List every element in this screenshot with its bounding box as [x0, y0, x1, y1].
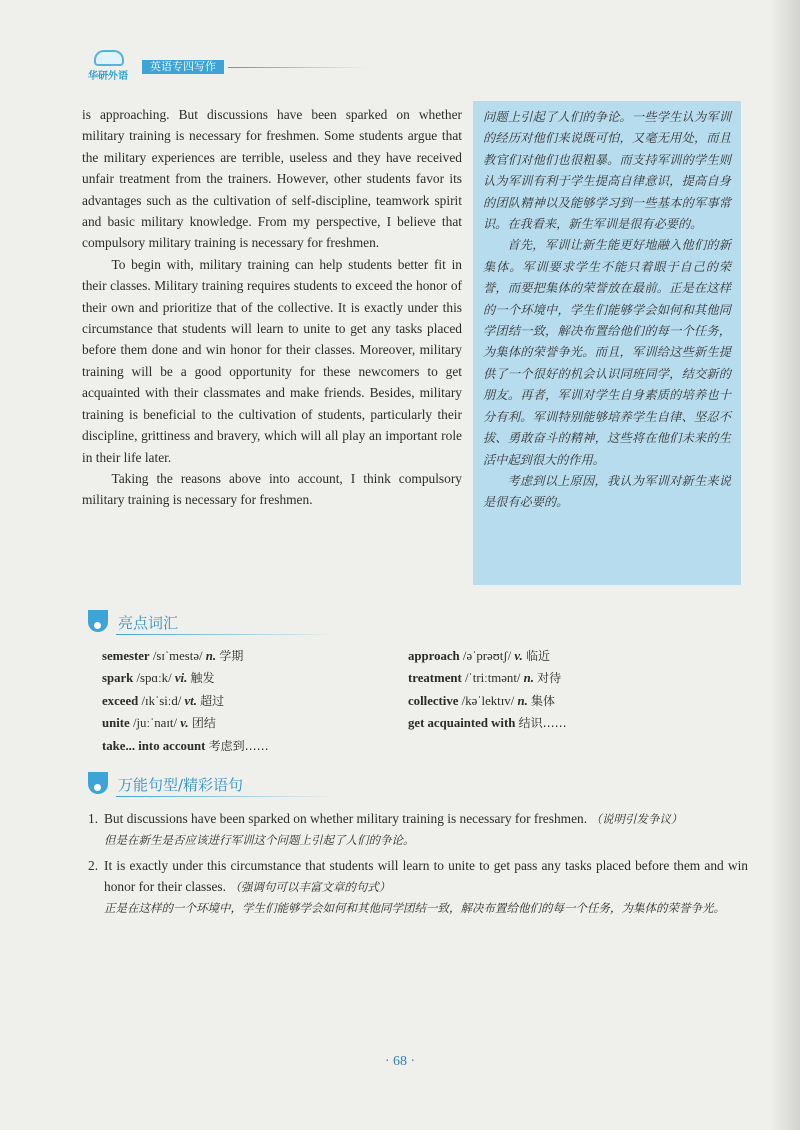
- vocab-word: collective: [408, 693, 459, 708]
- sentence-note: （说明引发争议）: [590, 812, 683, 826]
- vocab-meaning: 触发: [190, 671, 215, 686]
- vocab-item: [408, 690, 567, 712]
- bookmark-icon: [88, 772, 108, 794]
- vocab-pos: vt.: [184, 693, 197, 708]
- vocab-word: semester: [102, 649, 150, 663]
- vocab-phonetic: /spɑːk/: [136, 671, 172, 686]
- vocab-item: [408, 712, 567, 734]
- vocab-phonetic: /ɪkˈsiːd/: [141, 693, 182, 708]
- sentence-english: It is exactly under this circumstance that students will learn to unite to get pass any tasks placed before them and win honor for their classes.: [104, 858, 748, 894]
- essay-text: [82, 104, 462, 511]
- vocab-phonetic: /ˈtriːtmənt/: [464, 671, 521, 686]
- vocab-item: [102, 735, 269, 757]
- vocab-word: unite: [102, 716, 130, 731]
- page-header: [88, 50, 418, 82]
- logo-mark-icon: [94, 50, 124, 66]
- vocab-word: get acquainted with: [408, 716, 516, 731]
- vocab-pos: n.: [205, 649, 217, 663]
- essay-paragraph: is approaching. But discussions have been sparked on whether military training is necessary for freshmen. Some students argue that the military experiences are terrible, useless and they have received unfair treatment from the trainers. However, other students favor its advantages such as the cultivation of self-discipline, teamwork spirit and basic military knowledge. From my perspective, I believe that compulsory military training is necessary for freshmen.: [82, 107, 462, 251]
- vocab-word: approach: [408, 649, 460, 663]
- vocab-meaning: 集体: [530, 693, 555, 708]
- vocab-word: spark: [102, 671, 134, 686]
- vocab-meaning: 学期: [219, 649, 244, 663]
- sentence-number: 1.: [88, 811, 99, 826]
- sentence-note: （强调句可以丰富文章的句式）: [229, 880, 391, 894]
- vocab-meaning: 临近: [525, 649, 550, 663]
- vocab-pos: v.: [514, 649, 523, 663]
- vocab-phonetic: /sɪˈmestə/: [152, 649, 203, 663]
- vocab-item: [102, 667, 269, 689]
- translation-paragraph: 问题上引起了人们的争论。一些学生认为军训的经历对他们来说既可怕，又毫无用处，而且教官们对他们也很粗暴。而支持军训的学生则认为军训有利于学生提高自律意识，提高自身的团队精神以及能够学习到一些基本的军事常识。在我看来，新生军训是很有必要的。: [483, 110, 731, 232]
- sentence-section-title: 万能句型/精彩语句: [118, 776, 244, 794]
- page-edge-shadow: [770, 0, 800, 1130]
- sentence-chinese: 但是在新生是否应该进行军训这个问题上引起了人们的争论。: [104, 833, 415, 847]
- sentence-chinese: 正是在这样的一个环境中，学生们能够学会如何和其他同学团结一致，解决布置给他们的每一个任务，为集体的荣誉争光。: [104, 901, 725, 915]
- page-number: · 68 ·: [384, 1054, 416, 1069]
- sentence-item: [88, 855, 748, 919]
- sentence-item: [88, 808, 748, 851]
- vocab-pos: vi.: [174, 671, 188, 686]
- vocab-pos: n.: [523, 671, 534, 686]
- translation-box: [473, 101, 741, 585]
- publisher-logo: [88, 50, 132, 80]
- book-title-tag: 英语专四写作: [142, 60, 224, 74]
- translation-paragraph: 考虑到以上原因，我认为军训对新生来说是很有必要的。: [483, 473, 731, 510]
- vocab-phonetic: /əˈprəʊtʃ/: [462, 649, 512, 663]
- vocab-phonetic: /kəˈlektɪv/: [461, 693, 515, 708]
- vocab-word: exceed: [102, 693, 139, 708]
- essay-paragraph: Taking the reasons above into account, I think compulsory military training is necessary for freshmen.: [82, 470, 462, 508]
- sentence-list: [88, 808, 748, 919]
- bookmark-icon: [88, 610, 108, 632]
- translation-paragraph: 首先，军训让新生能更好地融入他们的新集体。军训要求学生不能只着眼于自己的荣誉，而要把集体的荣誉放在最前。正是在这样的一个环境中，学生们能够学会如何和其他同学团结一致，解决布置给他们的每一个任务，为集体的荣誉争光。而且，军训给这些新生提供了一个很好的机会认识同班同学，结交新的朋友。再者，军训对学生自身素质的培养也十分有利。军训特别能够培养学生自律、坚忍不拔、勇敢奋斗的精神，这些将在他们未来的生活中起到很大的作用。: [483, 238, 731, 467]
- logo-text: 华研外语: [88, 71, 128, 82]
- vocab-item: [102, 645, 269, 667]
- vocab-pos: v.: [180, 716, 189, 731]
- vocab-meaning: 对待: [537, 671, 562, 686]
- sentence-english: But discussions have been sparked on whether military training is necessary for freshmen.: [104, 811, 588, 826]
- vocab-item: [102, 690, 269, 712]
- vocab-item: [408, 667, 567, 689]
- vocab-pos: n.: [517, 693, 528, 708]
- section-divider: [116, 634, 336, 635]
- vocab-meaning: 考虑到……: [208, 738, 269, 753]
- sentence-number: 2.: [88, 858, 99, 873]
- vocab-item: [408, 645, 567, 667]
- vocab-word: take... into account: [102, 738, 206, 753]
- vocab-list-right: [408, 645, 567, 735]
- vocab-word: treatment: [408, 671, 462, 686]
- essay-paragraph: To begin with, military training can help students better fit in their classes. Military training requires students to exceed the honor of their own and prioritize that of the collective. It is exactly under this circumstance that students will learn to unite to get any tasks placed before them done and win honor for their classes. Moreover, military training will be a good opportunity for these newcomers to get acquainted with their classmates and make friends. Besides, military training is beneficial to the cultivation of students, particularly their discipline, grittiness and bravery, which will all play an important role in their life later.: [82, 256, 462, 465]
- header-divider: [228, 67, 368, 68]
- vocab-meaning: 团结: [191, 716, 216, 731]
- vocab-list-left: [102, 645, 269, 757]
- vocab-meaning: 超过: [200, 693, 225, 708]
- vocab-item: [102, 712, 269, 734]
- vocab-phonetic: /juːˈnaɪt/: [132, 716, 178, 731]
- vocab-section-title: 亮点词汇: [118, 614, 179, 632]
- vocab-meaning: 结识……: [518, 716, 567, 731]
- section-divider: [116, 796, 336, 797]
